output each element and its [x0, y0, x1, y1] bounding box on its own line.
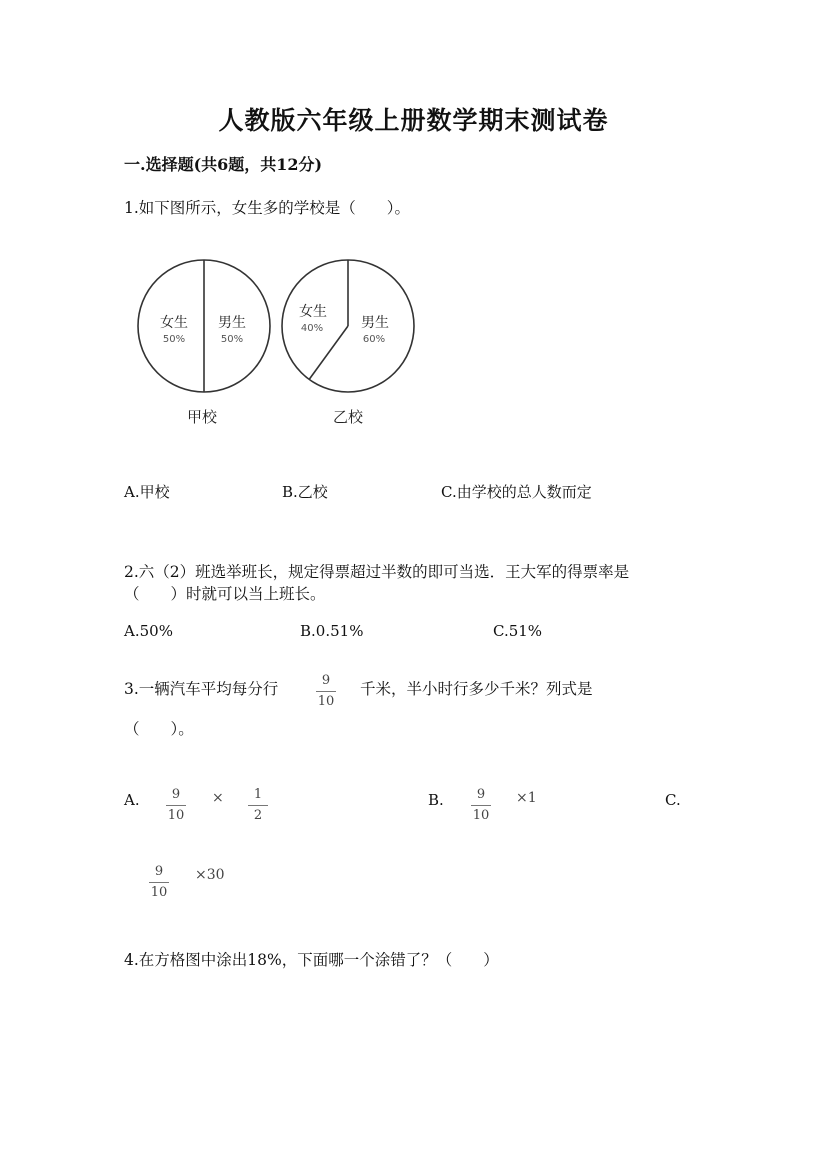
fraction-numerator: 9 — [154, 864, 164, 879]
pie-chart-jia — [138, 260, 270, 426]
pie-chart-yi — [282, 260, 414, 426]
question-2-text-line2: （ ）时就可以当上班长。 — [124, 585, 326, 603]
pie-jia-slice-percent-girls: 50% — [162, 334, 186, 345]
pie-yi-slice-percent-girls: 40% — [300, 323, 324, 334]
pie-jia-slice-percent-boys: 50% — [220, 334, 244, 345]
question-2-option-b[interactable]: B.0.51% — [300, 622, 364, 640]
option-c-fraction — [146, 864, 172, 901]
option-b-fraction — [468, 787, 494, 824]
fraction-denominator: 10 — [167, 808, 185, 823]
fraction-denominator: 10 — [472, 808, 490, 823]
question-3-text-suffix: 千米，半小时行多少千米？列式是 — [360, 680, 593, 698]
fraction-bar — [471, 805, 491, 806]
question-2-option-a[interactable]: A.50% — [124, 622, 173, 640]
fraction-bar — [166, 805, 186, 806]
fraction-numerator: 9 — [321, 673, 331, 688]
page-title: 人教版六年级上册数学期末测试卷 — [218, 106, 609, 135]
pie-yi-slice-percent-boys: 60% — [362, 334, 386, 345]
question-4-text: 4.在方格图中涂出18%，下面哪一个涂错了？（ ） — [124, 951, 499, 969]
question-1-option-c[interactable]: C.由学校的总人数而定 — [441, 483, 592, 501]
question-1-text: 1.如下图所示，女生多的学校是（ ）。 — [124, 199, 411, 217]
pie-yi-divider-split — [309, 326, 348, 379]
fraction-denominator: 10 — [317, 694, 335, 709]
question-3-option-a-label[interactable]: A. — [124, 791, 140, 809]
question-2-option-c[interactable]: C.51% — [493, 622, 543, 640]
fraction-bar — [149, 882, 169, 883]
option-c-expression-tail: ×30 — [195, 867, 225, 883]
pie-jia-slice-label-girls: 女生 — [160, 315, 188, 331]
fraction-denominator: 2 — [253, 808, 263, 823]
fraction-bar — [248, 805, 268, 806]
fraction-numerator: 1 — [253, 787, 263, 802]
question-3-fraction — [313, 673, 339, 710]
question-1-option-a[interactable]: A.甲校 — [124, 483, 170, 501]
option-a-multiply-sign: × — [212, 790, 224, 806]
pie-yi-caption: 乙校 — [332, 408, 364, 426]
fraction-numerator: 9 — [171, 787, 181, 802]
question-3-text-line2: （ ）。 — [124, 720, 194, 738]
section-heading: 一.选择题(共6题，共12分) — [124, 155, 323, 174]
fraction-bar — [316, 691, 336, 692]
option-b-expression-tail: ×1 — [516, 790, 537, 806]
question-2-text-line1: 2.六（2）班选举班长，规定得票超过半数的即可当选．王大军的得票率是 — [124, 563, 630, 581]
fraction-numerator: 9 — [476, 787, 486, 802]
question-3-option-b-label[interactable]: B. — [428, 791, 444, 809]
pie-yi-slice-label-boys: 男生 — [361, 315, 389, 331]
question-1-option-b[interactable]: B.乙校 — [282, 483, 328, 501]
pie-jia-caption: 甲校 — [186, 408, 218, 426]
question-3-option-c-label[interactable]: C. — [665, 791, 681, 809]
option-a-fraction-2 — [245, 787, 271, 824]
pie-yi-slice-label-girls: 女生 — [299, 304, 327, 320]
option-a-fraction-1 — [163, 787, 189, 824]
fraction-denominator: 10 — [150, 885, 168, 900]
pie-jia-slice-label-boys: 男生 — [218, 315, 246, 331]
question-3-text-prefix: 3.一辆汽车平均每分行 — [124, 680, 279, 698]
pie-charts-figure — [130, 250, 430, 435]
